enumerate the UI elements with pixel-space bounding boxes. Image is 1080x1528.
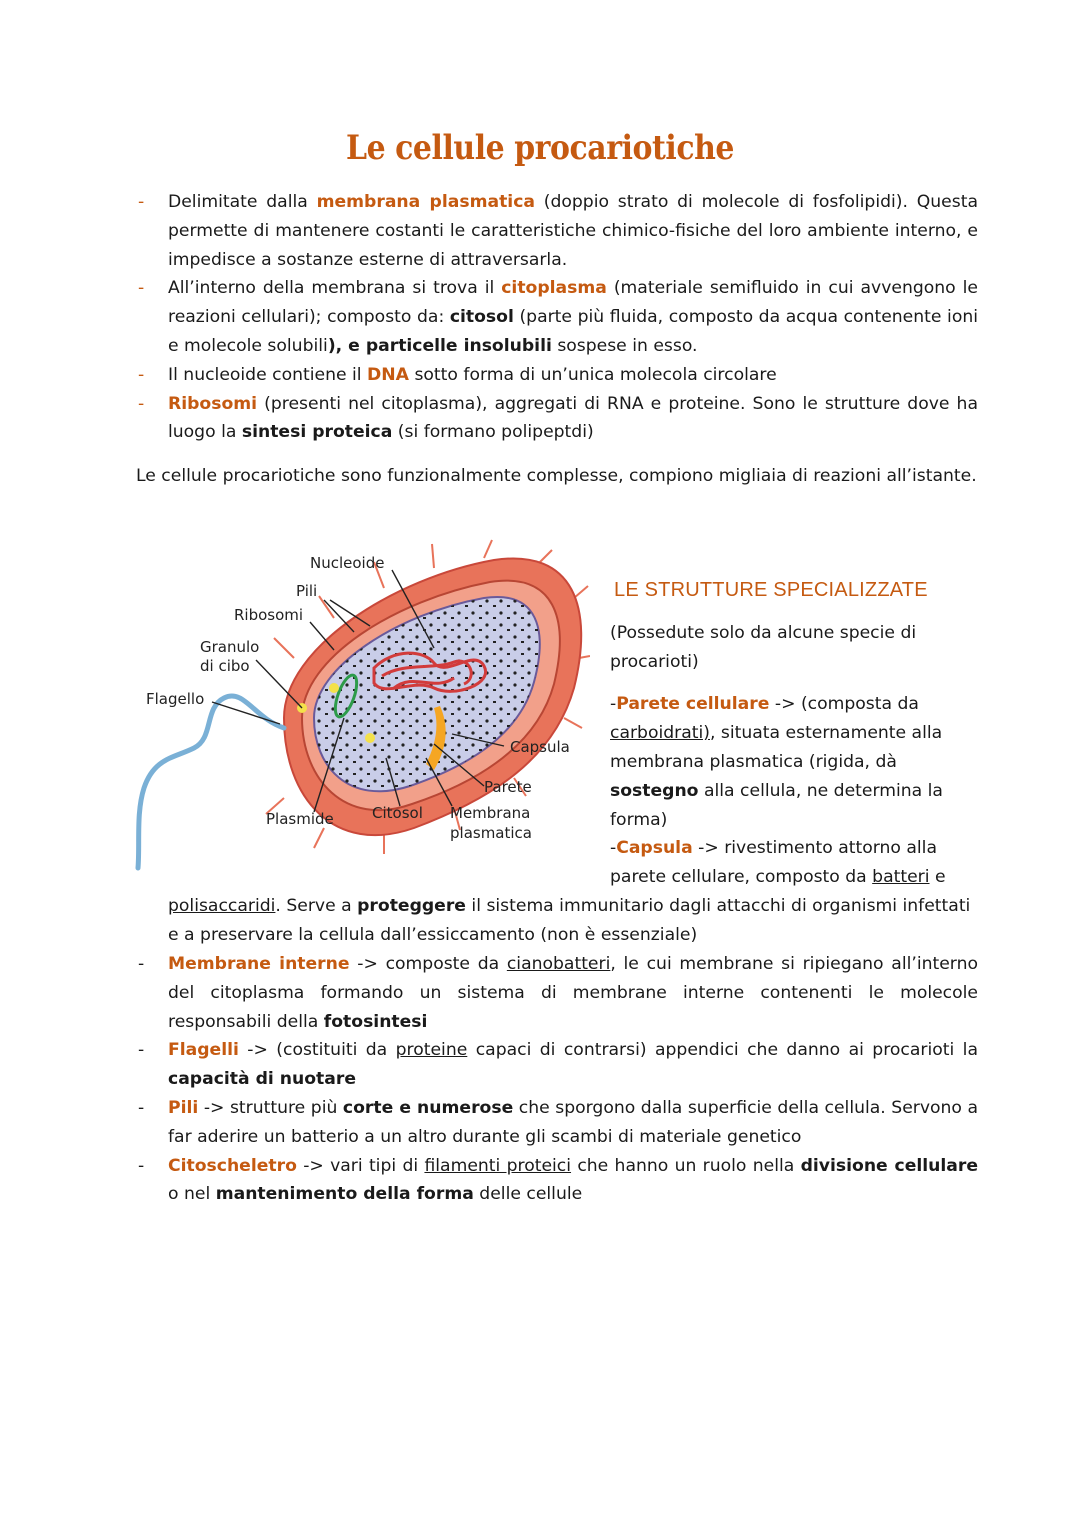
term-highlight: Ribosomi bbox=[168, 393, 258, 414]
term-highlight: Citoscheletro bbox=[168, 1155, 297, 1176]
section-heading: LE STRUTTURE SPECIALIZZATE bbox=[614, 579, 928, 601]
label-membrana: Membrana bbox=[450, 804, 531, 822]
parete-description: -Parete cellulare -> (composta da carboidrati), situata esternamente alla membrana plasmatica (rigida, dà sostegno alla cellula, ne determina la forma) bbox=[610, 694, 943, 830]
label-plasmide: Plasmide bbox=[266, 810, 334, 828]
term-highlight: Flagelli bbox=[168, 1040, 239, 1061]
label-flagello: Flagello bbox=[146, 690, 205, 708]
summary-paragraph: Le cellule procariotiche sono funzionalmente complesse, compiono migliaia di reazioni all’istante. bbox=[136, 466, 977, 486]
term-highlight: Parete cellulare bbox=[616, 694, 770, 715]
list-item: - Il nucleoide contiene il DNA sotto forma di un’unica molecola circolare bbox=[136, 361, 978, 390]
capsula-description: -Capsula -> rivestimento attorno alla parete cellulare, composto da batteri e bbox=[610, 838, 946, 888]
list-item: - Citoscheletro -> vari tipi di filamenti proteici che hanno un ruolo nella divisione cellulare o nel mantenimento della forma delle cellule bbox=[136, 1152, 978, 1210]
term-highlight: membrana plasmatica bbox=[316, 192, 535, 212]
label-granulo: Granulo bbox=[200, 638, 260, 656]
label-parete: Parete bbox=[484, 778, 532, 796]
flagellum-shape bbox=[138, 696, 284, 868]
section-note: (Possedute solo da alcune specie di procarioti) bbox=[610, 622, 917, 672]
list-item: - Membrane interne -> composte da cianobatteri, le cui membrane si ripiegano all’interno del citoplasma formando un sistema di membrane interne contenenti le molecole responsabili della fotosintesi bbox=[136, 950, 978, 1036]
structures-list bbox=[136, 950, 978, 1209]
label-capsula: Capsula bbox=[510, 738, 570, 756]
list-item: - Flagelli -> (costituiti da proteine capaci di contrarsi) appendici che danno ai procarioti la capacità di nuotare bbox=[136, 1036, 978, 1094]
list-item: - Delimitate dalla membrana plasmatica (doppio strato di molecole di fosfolipidi). Questa permette di mantenere costanti le caratteristiche chimico-fisiche del loro ambiente interno, e impedisce a sostanze esterne di attraversarla. bbox=[136, 188, 978, 274]
label-nucleoide: Nucleoide bbox=[310, 554, 385, 572]
capsula-continuation: polisaccaridi. Serve a proteggere il sistema immunitario dagli attacchi di organismi infettati e a preservare la cellula dall’essiccamento (non è essenziale) bbox=[168, 896, 971, 945]
term-highlight: Capsula bbox=[616, 838, 693, 859]
term-highlight: DNA bbox=[367, 364, 409, 385]
prokaryotic-cell-diagram bbox=[134, 538, 590, 872]
specialized-structures-box bbox=[610, 576, 980, 892]
intro-list bbox=[136, 188, 978, 447]
list-item: - Pili -> strutture più corte e numerose che sporgono dalla superficie della cellula. Servono a far aderire un batterio a un altro durante gli scambi di materiale genetico bbox=[136, 1094, 978, 1152]
term-highlight: Membrane interne bbox=[168, 954, 350, 974]
page-title: Le cellule procariotiche bbox=[345, 128, 735, 168]
food-granule bbox=[365, 733, 375, 743]
list-item: - All’interno della membrana si trova il citoplasma (materiale semifluido in cui avvengono le reazioni cellulari); composto da: citosol (parte più fluida, composto da acqua contenente ioni e molecole solubili), e particelle insolubili sospese in esso. bbox=[136, 274, 978, 360]
label-pili: Pili bbox=[296, 582, 318, 600]
label-citosol: Citosol bbox=[372, 804, 423, 822]
food-granule bbox=[329, 683, 339, 693]
list-item: - Ribosomi (presenti nel citoplasma), aggregati di RNA e proteine. Sono le strutture dove ha luogo la sintesi proteica (si formano polipeptdi) bbox=[136, 390, 978, 448]
label-di-cibo: di cibo bbox=[200, 657, 250, 675]
term-highlight: Pili bbox=[168, 1097, 199, 1118]
term-highlight: citoplasma bbox=[501, 278, 607, 299]
label-plasmatica: plasmatica bbox=[450, 824, 532, 842]
label-ribosomi: Ribosomi bbox=[234, 606, 304, 624]
